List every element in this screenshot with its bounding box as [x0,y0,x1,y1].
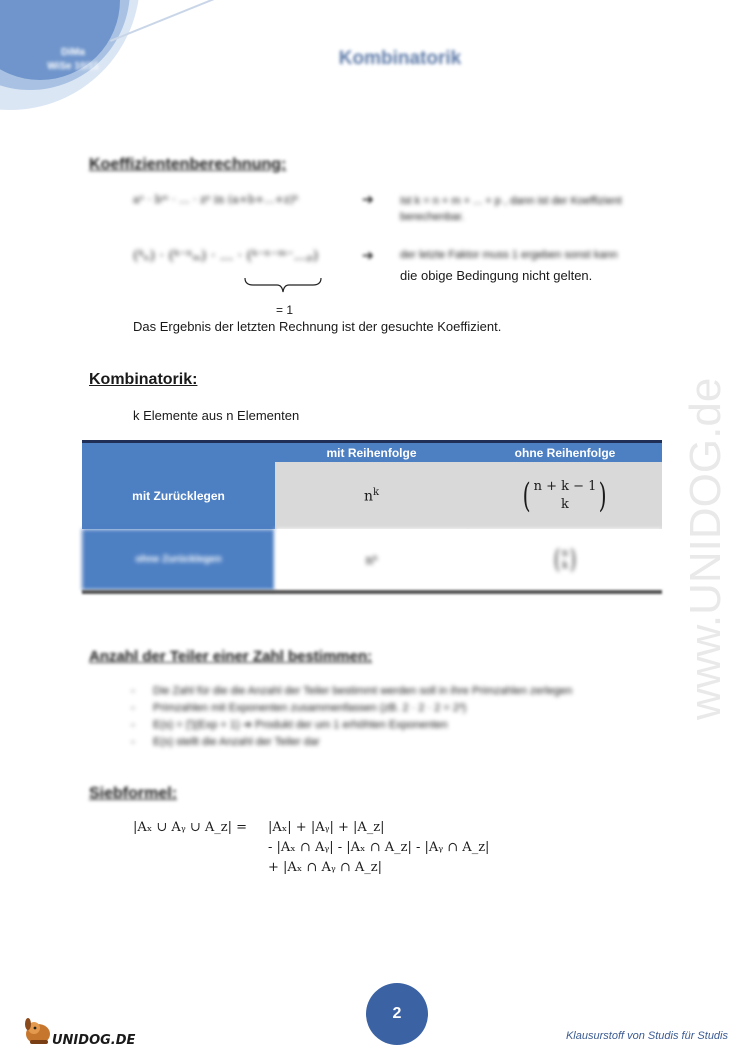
table-row-label-mit-zuruecklegen: mit Zurücklegen [82,462,275,529]
siebformel-lhs: |Aₓ ∪ Aᵧ ∪ A_z| = [133,820,248,835]
table-cell-variation-ohne-zuruecklegen [275,529,468,590]
page-number: 2 [366,983,428,1045]
badge-line-1: DiMa [61,47,85,58]
koeff-condition-text: Ist k = n + m + ... + p , dann ist der Koeffizient berechenbar. [400,195,622,223]
footer-tagline: Klausurstoff von Studis für Studis [565,1030,728,1042]
unidog-logo [22,1016,162,1050]
table-bottom-rule [82,590,662,594]
koeff-result-text: Das Ergebnis der letzten Rechnung ist der gesuchte Koeffizient. [133,319,502,334]
header-divider [110,0,352,42]
list-item: - E(s) stellt die Anzahl der Teiler dar [153,734,673,751]
table-cell-variation-mit-zuruecklegen [275,462,468,529]
formula-exponent: k [372,486,380,498]
binomial-coefficient: ( n + k − 1 k ) [522,475,608,516]
siebformel-line-1: |Aₓ| + |Aᵧ| + |A_z| [268,820,385,835]
table-cell-kombination-ohne-zuruecklegen [468,529,662,590]
table-row-label-ohne-zuruecklegen: ohne Zurücklegen [82,529,275,590]
kombinatorik-table [82,440,662,594]
arrow-icon: ➔ [362,247,374,263]
binom-top: n [561,547,569,559]
section-heading-teiler: Anzahl der Teiler einer Zahl bestimmen: [89,648,373,665]
table-corner-cell [82,443,275,462]
koeff-formula-1: aⁿ · bᵐ · ... · zᵖ in (a+b+...+z)ᵏ [133,193,298,206]
siebformel-line-3: + |Aₓ ∩ Aᵧ ∩ A_z| [268,860,383,875]
arrow-icon: ➔ [362,191,374,207]
binom-top: n + k − 1 [533,478,597,494]
logo-text: UNIDOG.DE [52,1033,136,1048]
section-heading-siebformel: Siebformel: [89,785,178,802]
curly-brace [243,276,323,294]
formula-permutation: nᵏ [365,552,378,567]
watermark-text: www.UNIDOG.de [681,377,730,720]
badge-line-2: WiSe 10/11 [47,61,99,72]
list-item: - Die Zahl für die die Anzahl der Teiler bestimmt werden soll in ihre Primzahlen zerlegen [153,683,673,700]
teiler-list [133,683,673,751]
section-heading-koeffizienten: Koeffizientenberechnung: [89,156,287,173]
list-item: - Primzahlen mit Exponenten zusammenfassen (zB. 2 · 2 · 2 = 2³) [153,700,673,717]
binom-bottom: k [561,559,569,571]
brace-label: = 1 [276,303,294,317]
koeff-factor-text-continued: die obige Bedingung nicht gelten. [400,268,593,283]
page-title: Kombinatorik [338,48,462,69]
table-header-mit-reihenfolge: mit Reihenfolge [275,443,468,462]
koeff-formula-2: (ᵏₙ) · (ᵏ⁻ⁿₘ) · ... · (ᵏ⁻ⁿ⁻ᵐ⁻...ₚ) [133,248,319,264]
table-header-ohne-reihenfolge: ohne Reihenfolge [468,443,662,462]
binom-bottom: k [561,496,569,512]
table-cell-kombination-mit-zuruecklegen [468,462,662,529]
formula-base: n [363,488,373,505]
kombi-subtitle: k Elemente aus n Elementen [133,408,300,423]
binomial-coefficient: ( n k ) [553,544,577,575]
list-item: - E(s) = ∏(Exp + 1) ➔ Produkt der um 1 erhöhten Exponenten [153,717,673,734]
siebformel-line-2: - |Aₓ ∩ Aᵧ| - |Aₓ ∩ A_z| - |Aᵧ ∩ A_z| [268,840,490,855]
section-heading-kombinatorik: Kombinatorik: [89,371,198,388]
koeff-factor-text: der letzte Faktor muss 1 ergeben sonst kann [400,249,618,261]
